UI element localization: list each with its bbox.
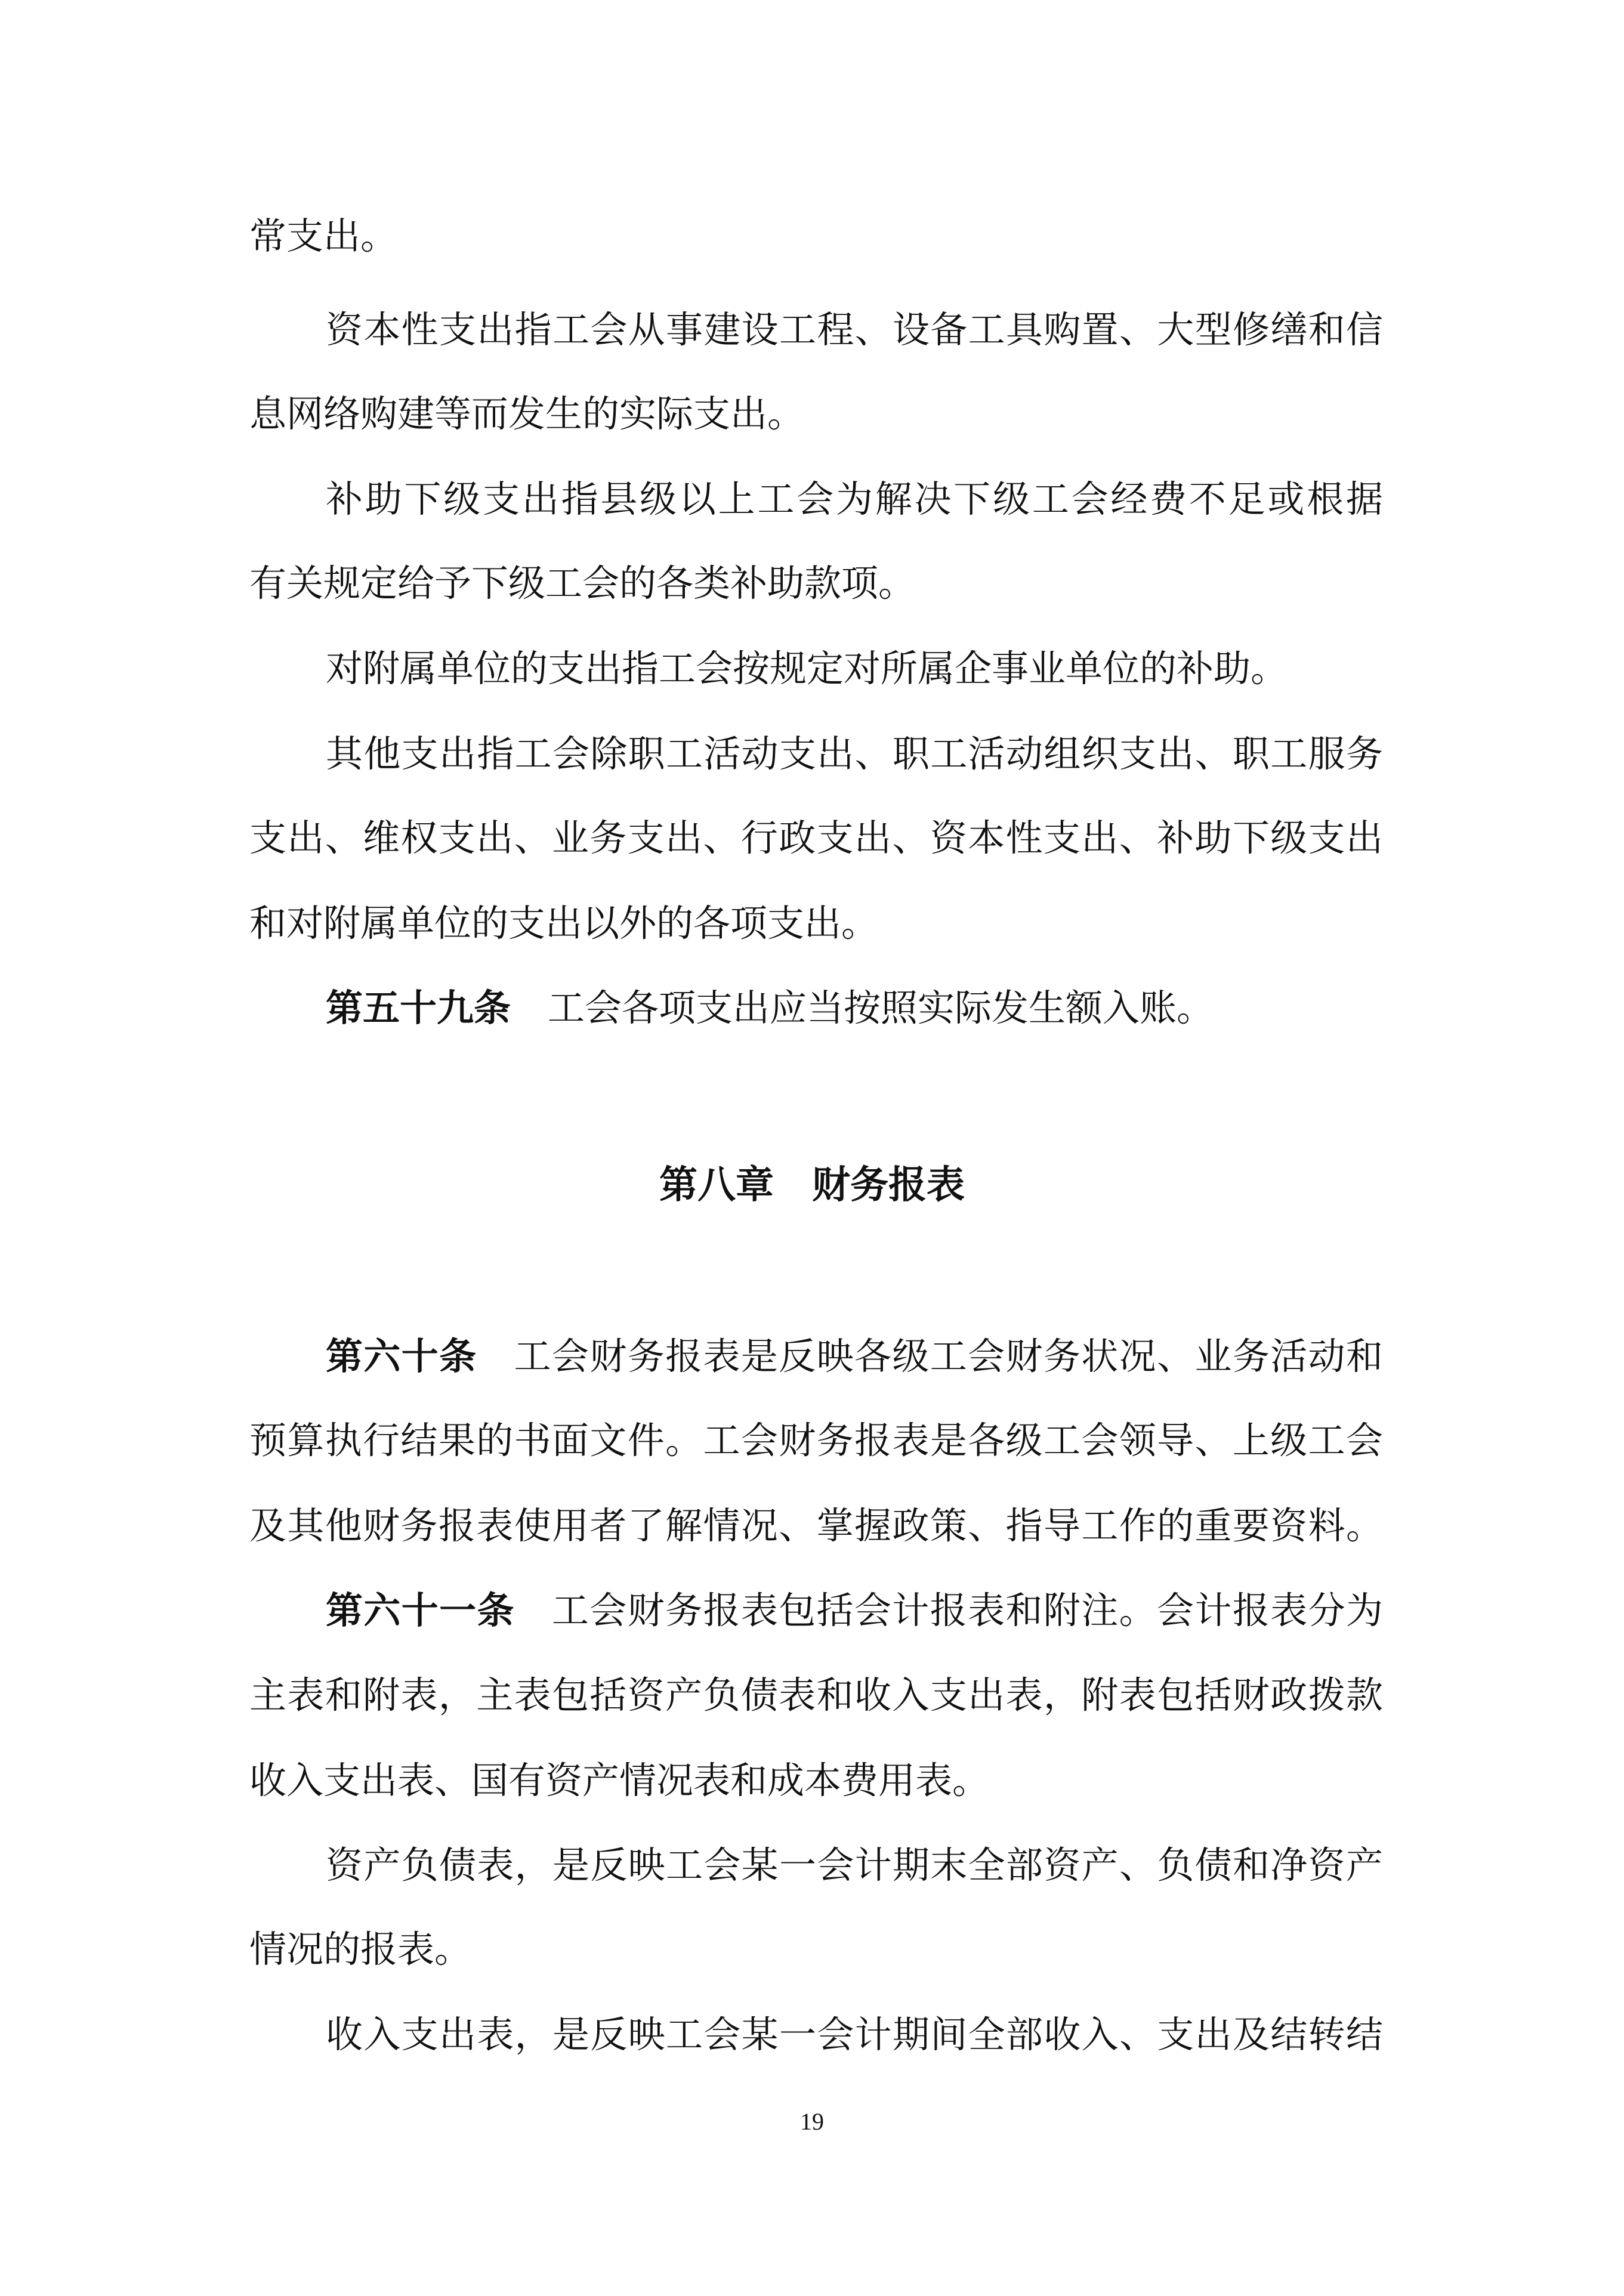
paragraph-line: 情况的报表。 xyxy=(249,1927,472,1971)
paragraph-line: 收入支出表，是反映工会某一会计期间全部收入、支出及结转结 xyxy=(326,2013,1383,2056)
paragraph-line: 资本性支出指工会从事建设工程、设备工具购置、大型修缮和信 xyxy=(326,308,1383,351)
page-number: 19 xyxy=(800,2108,824,2135)
paragraph-line: 及其他财务报表使用者了解情况、掌握政策、指导工作的重要资料。 xyxy=(249,1504,1383,1547)
paragraph-line: 主表和附表，主表包括资产负债表和收入支出表，附表包括财政拨款 xyxy=(249,1673,1383,1717)
article-60 xyxy=(326,1333,1383,1380)
chapter-heading xyxy=(0,1161,1624,1209)
paragraph-line: 补助下级支出指县级以上工会为解决下级工会经费不足或根据 xyxy=(326,477,1383,521)
paragraph-line: 对附属单位的支出指工会按规定对所属企事业单位的补助。 xyxy=(326,647,1288,690)
paragraph-line: 其他支出指工会除职工活动支出、职工活动组织支出、职工服务 xyxy=(326,732,1383,775)
article-59 xyxy=(326,984,1383,1032)
article-text: 工会各项支出应当按照实际发生额入账。 xyxy=(548,986,1214,1030)
article-label: 第六十一条 xyxy=(326,1589,515,1632)
chapter-title: 财务报表 xyxy=(812,1163,965,1207)
paragraph-line: 资产负债表，是反映工会某一会计期末全部资产、负债和净资产 xyxy=(326,1843,1383,1887)
paragraph-line: 常支出。 xyxy=(249,214,398,258)
article-text: 工会财务报表包括会计报表和附注。会计报表分为 xyxy=(551,1589,1383,1632)
paragraph-line: 和对附属单位的支出以外的各项支出。 xyxy=(249,901,879,945)
article-text: 工会财务报表是反映各级工会财务状况、业务活动和 xyxy=(514,1334,1383,1378)
paragraph-line: 息网络购建等而发生的实际支出。 xyxy=(249,392,805,435)
paragraph-line: 预算执行结果的书面文件。工会财务报表是各级工会领导、上级工会 xyxy=(249,1419,1383,1462)
paragraph-line: 支出、维权支出、业务支出、行政支出、资本性支出、补助下级支出 xyxy=(249,816,1383,860)
article-label: 第五十九条 xyxy=(326,986,511,1030)
paragraph-line: 有关规定给予下级工会的各类补助款项。 xyxy=(249,561,916,605)
chapter-number: 第八章 xyxy=(659,1163,774,1207)
article-61 xyxy=(326,1587,1383,1634)
article-label: 第六十条 xyxy=(326,1334,477,1378)
paragraph-line: 收入支出表、国有资产情况表和成本费用表。 xyxy=(249,1759,990,1802)
